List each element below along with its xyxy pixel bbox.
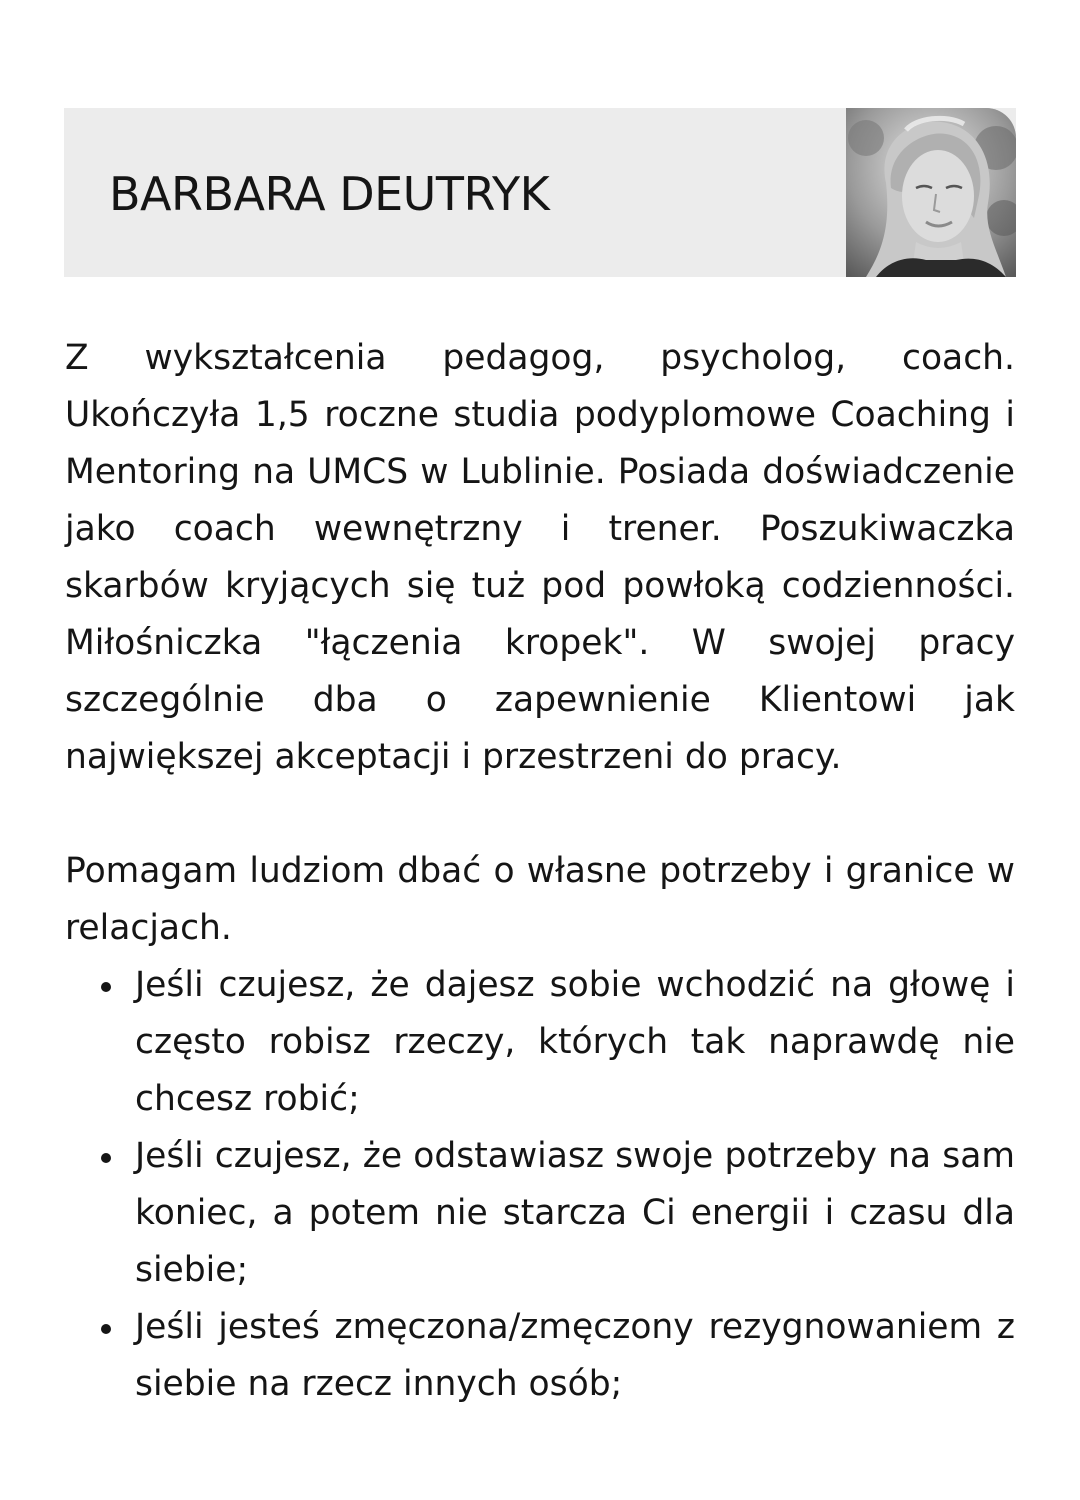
bullet-text: Jeśli czujesz, że odstawiasz swoje potrzeby na sam koniec, a potem nie starcza Ci energii i czasu dla siebie;: [135, 1136, 1015, 1290]
bullet-text: Jeśli czujesz, że dajesz sobie wchodzić na głowę i często robisz rzeczy, których tak naprawdę nie chcesz robić;: [135, 965, 1015, 1119]
help-intro-paragraph: Pomagam ludziom dbać o własne potrzeby i granice w relacjach.: [65, 851, 1015, 948]
person-name: BARBARA DEUTRYK: [109, 167, 550, 221]
bullet-icon: [101, 1153, 111, 1163]
profile-header: [64, 108, 1016, 277]
help-bullet-list: [65, 957, 1015, 1413]
list-item: [135, 1299, 1015, 1413]
portrait-image: [846, 108, 1016, 277]
profile-photo: [846, 108, 1016, 277]
list-item: [135, 1128, 1015, 1299]
bio-paragraph: Z wykształcenia pedagog, psycholog, coach. Ukończyła 1,5 roczne studia podyplomowe Coaching i Mentoring na UMCS w Lublinie. Posiada doświadczenie jako coach wewnętrzny i trener. Poszukiwaczka skarbów kryjących się tuż pod powłoką codzienności. Miłośniczka "łączenia kropek". W swojej pracy szczególnie dba o zapewnienie Klientowi jak największej akceptacji i przestrzeni do pracy.: [65, 338, 1015, 777]
bullet-icon: [101, 982, 111, 992]
bullet-icon: [101, 1324, 111, 1334]
list-item: [135, 957, 1015, 1128]
bio-content: [65, 330, 1015, 1413]
bullet-text: Jeśli jesteś zmęczona/zmęczony rezygnowaniem z siebie na rzecz innych osób;: [135, 1307, 1015, 1404]
